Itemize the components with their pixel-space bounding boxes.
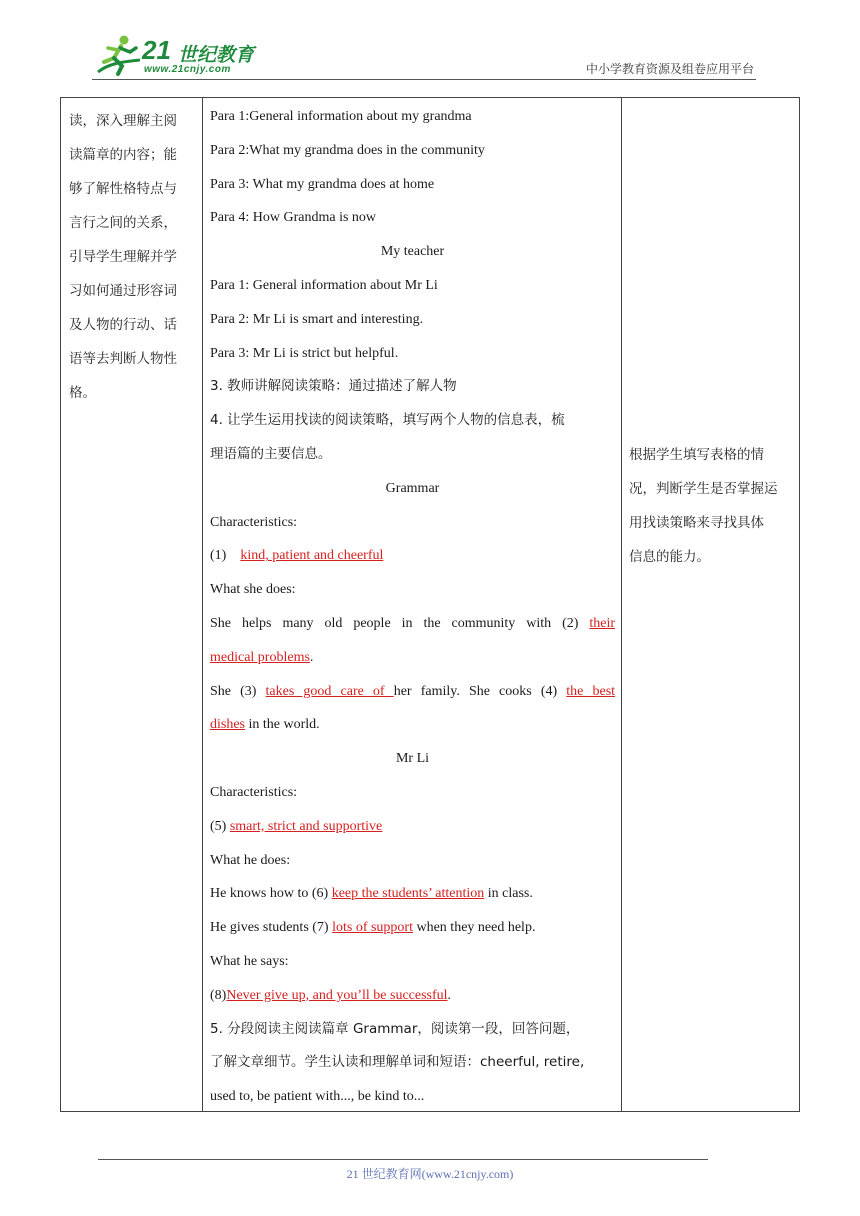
para-line: Para 3: Mr Li is strict but helpful. — [210, 345, 399, 361]
sentence-text: in class. — [484, 886, 533, 902]
assessment-line: 用找读策略来寻找具体 — [629, 515, 764, 531]
answer-line-8 — [210, 979, 615, 1013]
blank-number: (8) — [210, 987, 227, 1003]
answer-line-6 — [210, 877, 615, 911]
answer-line-3 — [210, 675, 615, 709]
answer-4b: dishes — [210, 717, 245, 733]
logo-url: www.21cnjy.com — [144, 64, 231, 75]
step-5-line-1: 5. 分段阅读主阅读篇章 Grammar，阅读第一段，回答问题， — [210, 1020, 580, 1037]
assessment-cell — [622, 98, 799, 1111]
what-he-does-label: What he does: — [210, 852, 291, 868]
answer-line-4 — [210, 708, 615, 742]
answer-4a: the best — [566, 683, 616, 699]
objective-line: 读篇章的内容；能 — [69, 147, 177, 163]
sentence-text: in the world. — [245, 717, 320, 733]
sentence-text: when they need help. — [412, 920, 536, 936]
answer-line-1 — [210, 539, 615, 573]
sentence-text: . — [447, 987, 452, 1003]
blank-number: (5) — [210, 818, 230, 834]
assessment-line: 况，判断学生是否掌握运 — [629, 481, 778, 497]
para-line: Para 4: How Grandma is now — [210, 210, 377, 226]
objective-line: 及人物的行动、话 — [69, 317, 177, 333]
characteristics-label: Characteristics: — [210, 784, 298, 800]
logo-name: 世纪教育 — [178, 44, 255, 66]
step-3: 3. 教师讲解阅读策略：通过描述了解人物 — [210, 378, 457, 395]
objective-line: 语等去判断人物性 — [69, 351, 177, 367]
answer-2b: medical problems — [210, 649, 310, 665]
what-she-does-label: What she does: — [210, 582, 296, 598]
platform-title: 中小学教育资源及组卷应用平台 — [585, 62, 754, 76]
objective-line: 格。 — [69, 385, 96, 401]
para-line: Para 1:General information about my grandma — [210, 109, 472, 124]
answer-3: takes good care of — [265, 683, 394, 699]
page-footer: 21 世纪教育网(www.21cnjy.com) — [346, 1167, 514, 1181]
step-5-line-2: 了解文章细节。学生认读和理解单词和短语：cheerful, retire, — [210, 1054, 585, 1071]
para-line: Para 2:What my grandma does in the community — [210, 142, 485, 158]
answer-line-2a — [210, 607, 615, 641]
header-divider — [92, 79, 756, 80]
assessment-line: 信息的能力。 — [629, 549, 710, 565]
sentence-text: She helps many old people in the community with (2) — [210, 615, 579, 631]
answer-line-7 — [210, 911, 615, 945]
blank-number: (1) — [210, 548, 227, 564]
objective-text — [69, 104, 195, 410]
sentence-text: He gives students (7) — [210, 920, 333, 936]
sentence-text: She (3) — [210, 683, 257, 699]
answer-5: smart, strict and supportive — [229, 818, 383, 834]
assessment-line: 根据学生填写表格的情 — [629, 447, 764, 463]
objective-line: 习如何通过形容词 — [69, 283, 177, 299]
step-4-line-1: 4. 让学生运用找读的阅读策略，填写两个人物的信息表，梳 — [210, 412, 565, 429]
runner-icon — [94, 34, 142, 78]
objective-line: 读，深入理解主阅 — [69, 113, 177, 129]
mrli-heading: Mr Li — [395, 751, 430, 767]
what-he-says-label: What he says: — [210, 953, 289, 969]
teacher-heading: My teacher — [380, 244, 445, 260]
step-4-line-2: 理语篇的主要信息。 — [210, 445, 332, 462]
answer-1: kind, patient and cheerful — [240, 548, 384, 564]
sentence-text: her family. She cooks (4) — [393, 683, 567, 699]
page-header — [0, 0, 860, 90]
objective-line: 言行之间的关系， — [69, 215, 177, 231]
sentence-text: He knows how to (6) — [210, 886, 332, 902]
answer-line-5 — [210, 810, 615, 844]
answer-6: keep the students’ attention — [331, 886, 485, 902]
answer-8: Never give up, and you’ll be successful — [226, 987, 448, 1003]
grammar-heading: Grammar — [385, 480, 440, 496]
objective-cell — [61, 98, 203, 1111]
assessment-text — [629, 438, 795, 574]
site-logo — [94, 34, 264, 80]
answer-2a: their — [589, 615, 616, 631]
answer-7: lots of support — [332, 920, 413, 936]
logo-number: 21 — [142, 35, 171, 65]
characteristics-label: Characteristics: — [210, 514, 298, 530]
objective-line: 够了解性格特点与 — [69, 181, 177, 197]
objective-line: 引导学生理解并学 — [69, 249, 177, 265]
para-line: Para 3: What my grandma does at home — [210, 176, 435, 192]
para-line: Para 2: Mr Li is smart and interesting. — [210, 311, 424, 327]
para-line: Para 1: General information about Mr Li — [210, 277, 438, 293]
activity-cell — [203, 98, 622, 1111]
answer-line-2b — [210, 641, 615, 675]
lesson-table — [60, 97, 800, 1112]
sentence-text: . — [309, 649, 314, 665]
step-5-line-3: used to, be patient with..., be kind to... — [210, 1089, 425, 1105]
footer-divider — [98, 1159, 708, 1160]
